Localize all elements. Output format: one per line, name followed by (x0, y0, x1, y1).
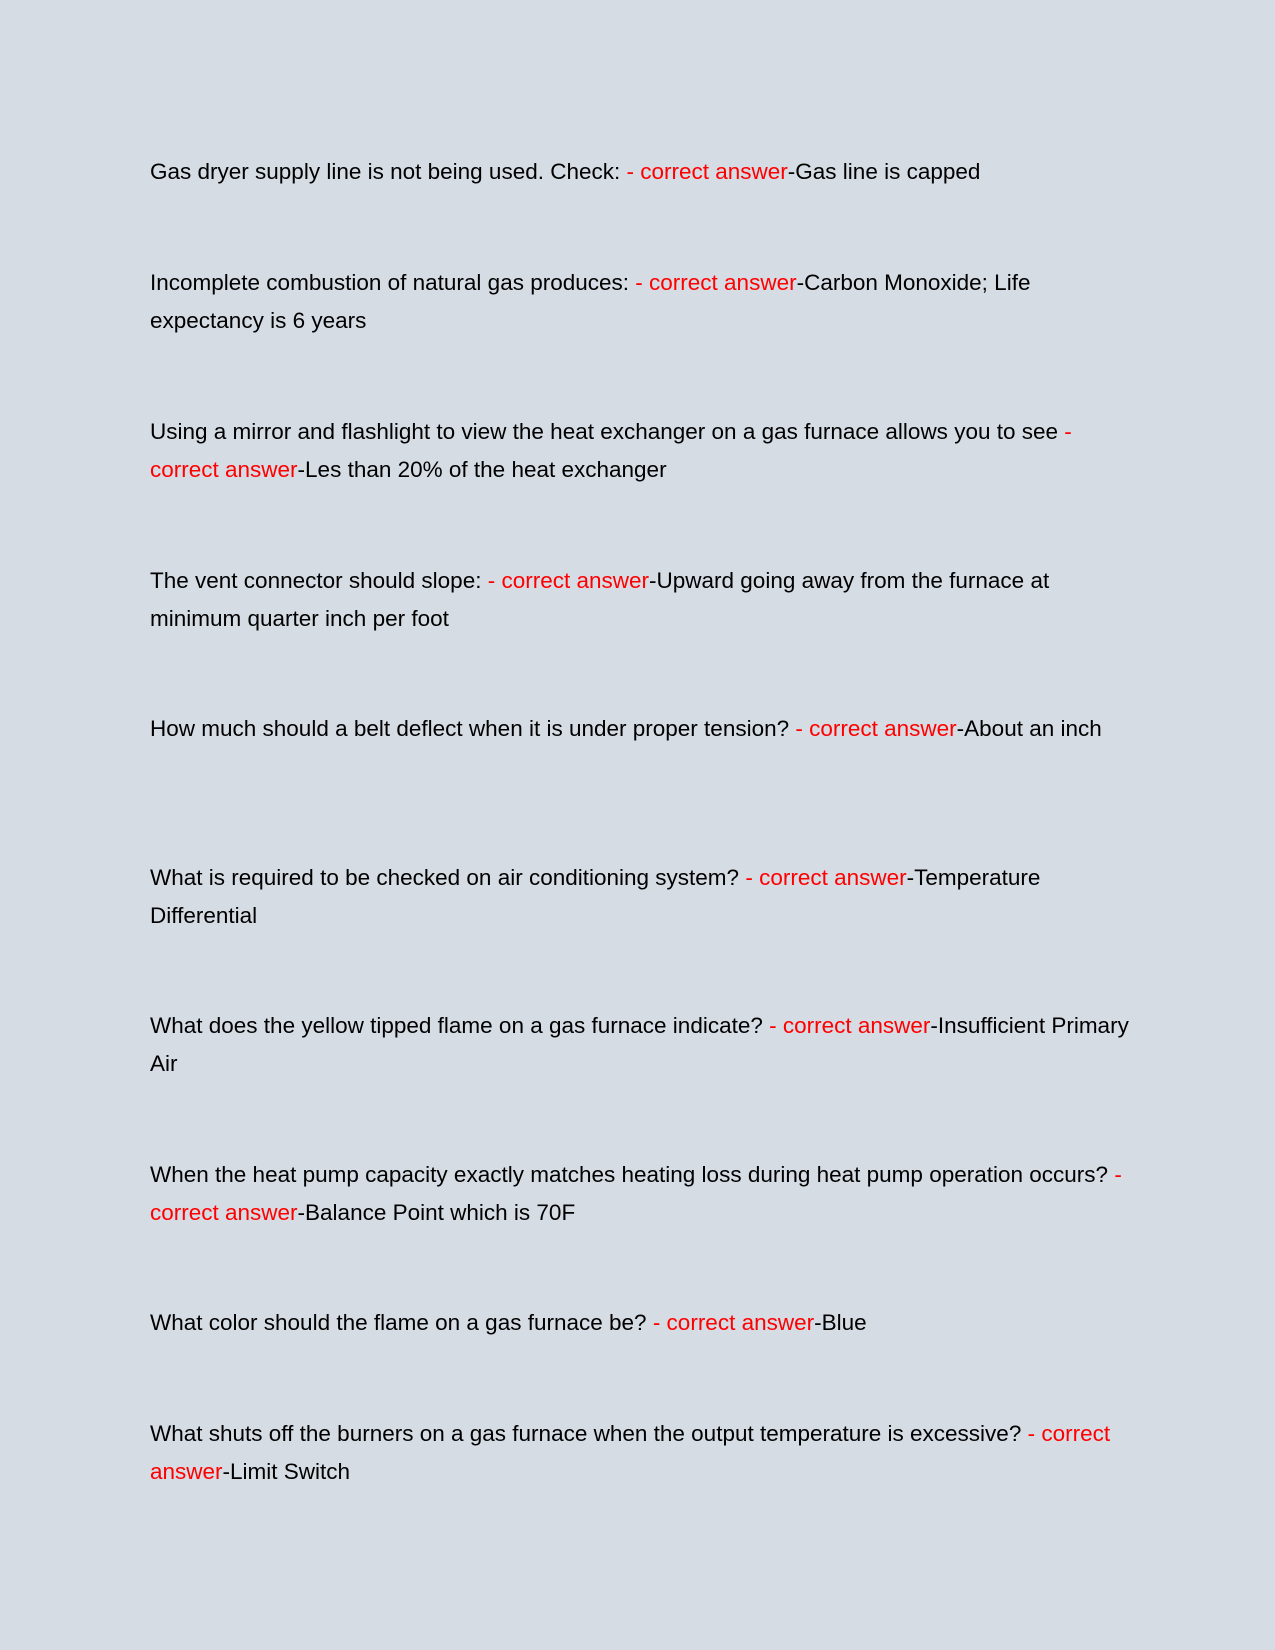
qa-item (150, 1304, 1140, 1342)
answer-text: -Limit Switch (222, 1458, 351, 1484)
qa-item (150, 1415, 1140, 1491)
qa-item (150, 153, 1140, 191)
answer-text: -Upward going away from the furnace at minimum quarter inch per foot (150, 567, 1050, 631)
question-text: What color should the flame on a gas furnace be? (150, 1309, 653, 1335)
question-text: What is required to be checked on air conditioning system? (150, 864, 746, 890)
question-text: When the heat pump capacity exactly matches heating loss during heat pump operation occurs? (150, 1161, 1115, 1187)
question-text: What shuts off the burners on a gas furnace when the output temperature is excessive? (150, 1420, 1028, 1446)
correct-answer-tag: - correct answer (626, 158, 788, 184)
correct-answer-tag: - correct answer (745, 864, 907, 890)
qa-item (150, 562, 1140, 638)
answer-text: -Gas line is capped (787, 158, 981, 184)
answer-text: -Les than 20% of the heat exchanger (297, 456, 667, 482)
qa-item (150, 710, 1140, 748)
correct-answer-tag: - correct answer (150, 1420, 1111, 1484)
qa-item (150, 413, 1140, 489)
correct-answer-tag: - correct answer (635, 269, 797, 295)
qa-item (150, 1007, 1140, 1083)
question-text: What does the yellow tipped flame on a gas furnace indicate? (150, 1012, 770, 1038)
question-text: How much should a belt deflect when it is under proper tension? (150, 715, 796, 741)
answer-text: -Insufficient Primary Air (150, 1012, 1129, 1076)
answer-text: -Balance Point which is 70F (297, 1199, 576, 1225)
qa-item (150, 859, 1140, 935)
question-text: Gas dryer supply line is not being used. Check: (150, 158, 627, 184)
correct-answer-tag: - correct answer (487, 567, 650, 593)
correct-answer-tag: - correct answer (150, 418, 1072, 482)
correct-answer-tag: - correct answer (795, 715, 957, 741)
correct-answer-tag: - correct answer (652, 1309, 815, 1335)
qa-item (150, 1156, 1140, 1232)
qa-item (150, 264, 1140, 340)
question-text: Incomplete combustion of natural gas produces: (150, 269, 636, 295)
answer-text: -About an inch (956, 715, 1102, 741)
correct-answer-tag: - correct answer (150, 1161, 1122, 1225)
correct-answer-tag: - correct answer (769, 1012, 931, 1038)
question-text: Using a mirror and flashlight to view the heat exchanger on a gas furnace allows you to see (150, 418, 1065, 444)
question-text: The vent connector should slope: (150, 567, 488, 593)
answer-text: -Blue (814, 1309, 867, 1335)
answer-text: -Carbon Monoxide; Life expectancy is 6 years (150, 269, 1031, 333)
answer-text: -Temperature Differential (150, 864, 1041, 928)
